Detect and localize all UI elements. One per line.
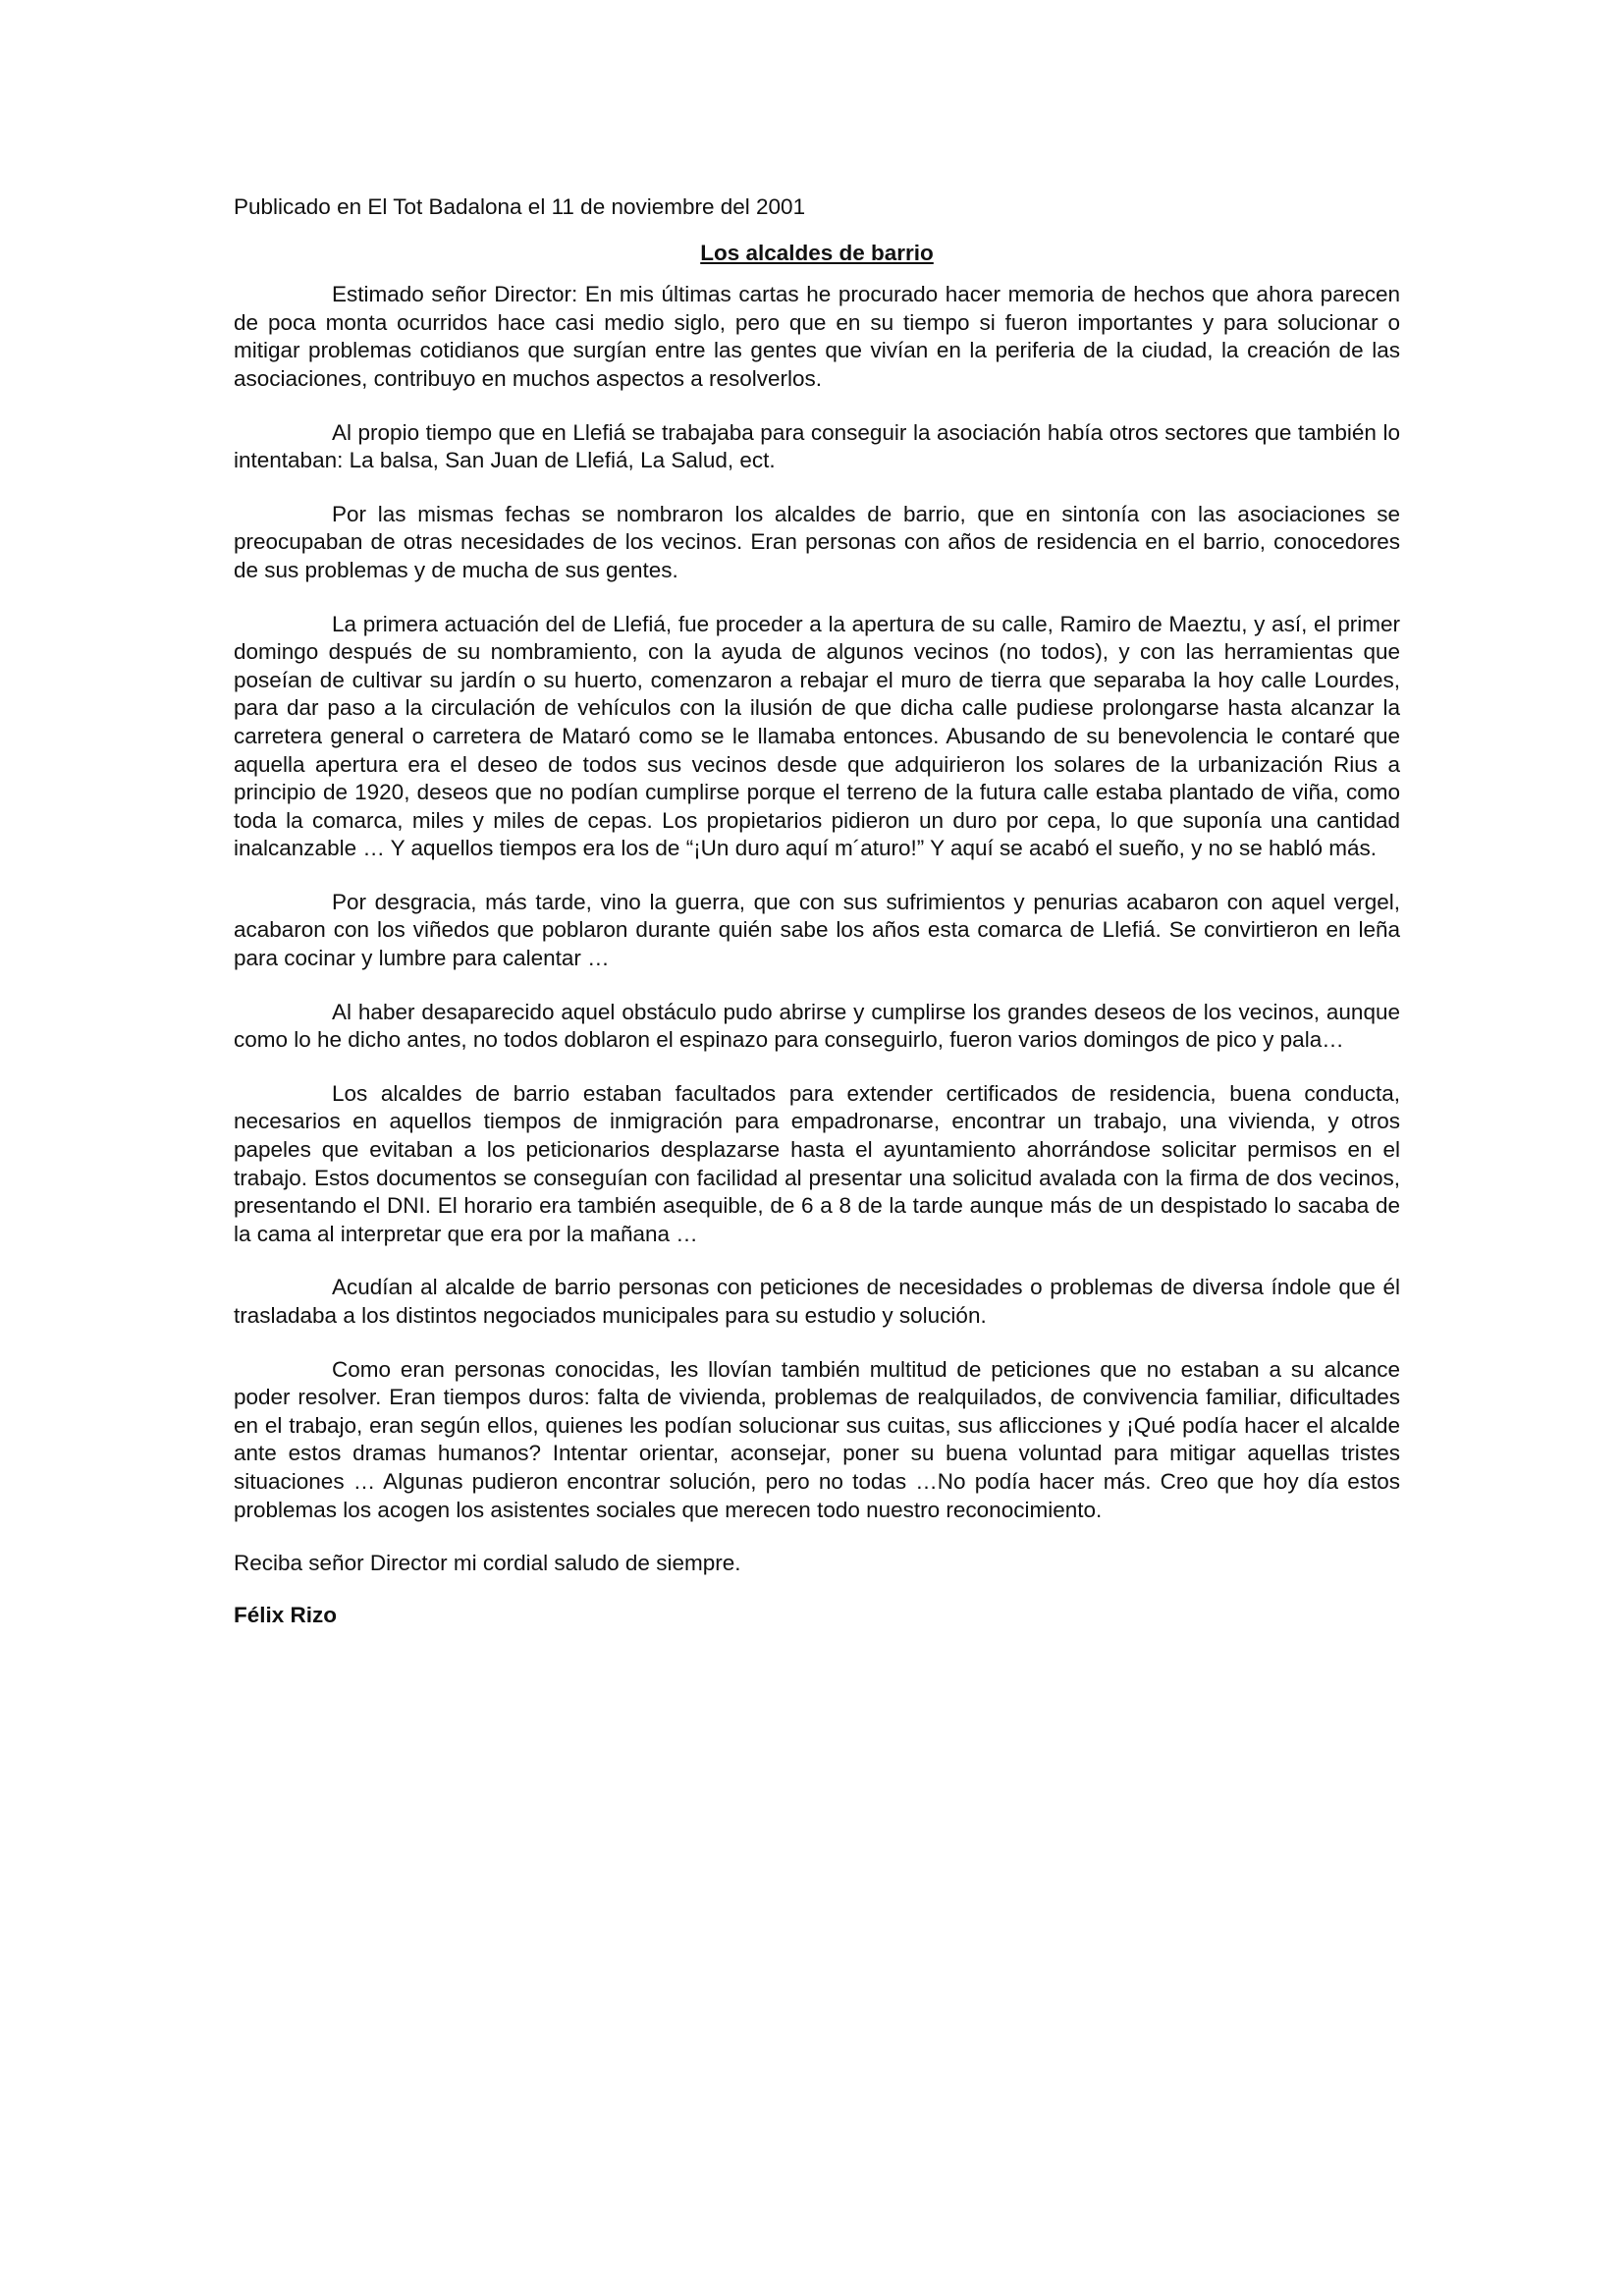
body-paragraph-5: Por desgracia, más tarde, vino la guerra, que con sus sufrimientos y penurias acabaron con aquel vergel, acabaron con los viñedos que poblaron durante quién sabe los años esta comarca de Llefiá. Se convirtieron en leña para cocinar y lumbre para calentar … [234, 889, 1400, 971]
document-page [234, 193, 1400, 1629]
body-paragraph-7: Los alcaldes de barrio estaban facultados para extender certificados de residencia, buena conducta, necesarios en aquellos tiempos de inmigración para empadronarse, encontrar un trabajo, una vivienda, y otros papeles que evitaban a los peticionarios desplazarse hasta el ayuntamiento ahorrándose solicitar permisos en el trabajo. Estos documentos se conseguían con facilidad al presentar una solicitud avalada con la firma de dos vecinos, presentando el DNI. El horario era también asequible, de 6 a 8 de la tarde aunque más de un despistado lo sacaba de la cama al interpretar que era por la mañana … [234, 1080, 1400, 1246]
body-paragraph-3: Por las mismas fechas se nombraron los alcaldes de barrio, que en sintonía con las asociaciones se preocupaban de otras necesidades de los vecinos. Eran personas con años de residencia en el barrio, conocedores de sus problemas y de mucha de sus gentes. [234, 501, 1400, 582]
body-paragraph-1: Estimado señor Director: En mis últimas cartas he procurado hacer memoria de hechos que ahora parecen de poca monta ocurridos hace casi medio siglo, pero que en su tiempo si fueron importantes y para solucionar o mitigar problemas cotidianos que surgían entre las gentes que vivían en la periferia de la ciudad, la creación de las asociaciones, contribuyo en muchos aspectos a resolverlos. [234, 282, 1400, 391]
signature: Félix Rizo [234, 1602, 338, 1627]
closing-line: Reciba señor Director mi cordial saludo de siempre. [234, 1551, 741, 1576]
body-paragraph-8: Acudían al alcalde de barrio personas con peticiones de necesidades o problemas de diversa índole que él trasladaba a los distintos negociados municipales para su estudio y solución. [234, 1275, 1400, 1328]
body-paragraph-2: Al propio tiempo que en Llefiá se trabajaba para conseguir la asociación había otros sectores que también lo intentaban: La balsa, San Juan de Llefiá, La Salud, ect. [234, 419, 1400, 473]
body-paragraph-9: Como eran personas conocidas, les llovían también multitud de peticiones que no estaban a su alcance poder resolver. Eran tiempos duros: falta de vivienda, problemas de realquilados, de convivencia familiar, dificultades en el trabajo, eran según ellos, quienes les podían solucionar sus cuitas, sus aflicciones y ¡Qué podía hacer el alcalde ante estos dramas humanos? Intentar orientar, aconsejar, poner su buena voluntad para mitigar aquellas tristes situaciones … Algunas pudieron encontrar solución, pero no todas …No podía hacer más. Creo que hoy día estos problemas los acogen los asistentes sociales que merecen todo nuestro reconocimiento. [234, 1356, 1400, 1522]
article-title: Los alcaldes de barrio [700, 240, 934, 265]
publication-line: Publicado en El Tot Badalona el 11 de noviembre del 2001 [234, 194, 806, 219]
body-paragraph-6: Al haber desaparecido aquel obstáculo pudo abrirse y cumplirse los grandes deseos de los vecinos, aunque como lo he dicho antes, no todos doblaron el espinazo para conseguirlo, fueron varios domingos de pico y pala… [234, 999, 1400, 1053]
body-paragraph-4: La primera actuación del de Llefiá, fue proceder a la apertura de su calle, Ramiro de Maeztu, y así, el primer domingo después de su nombramiento, con la ayuda de algunos vecinos (no todos), y con las herramientas que poseían de cultivar su jardín o su huerto, comenzaron a rebajar el muro de tierra que separaba la hoy calle Lourdes, para dar paso a la circulación de vehículos con la ilusión de que dicha calle pudiese prolongarse hasta alcanzar la carretera general o carretera de Mataró como se le llamaba entonces. Abusando de su benevolencia le contaré que aquella apertura era el deseo de todos sus vecinos desde que adquirieron los solares de la urbanización Rius a principio de 1920, deseos que no podían cumplirse porque el terreno de la futura calle estaba plantado de viña, como toda la comarca, miles y miles de cepas. Los propietarios pidieron un duro por cepa, lo que suponía una cantidad inalcanzable … Y aquellos tiempos era los de “¡Un duro aquí m´aturo!” Y aquí se acabó el sueño, y no se habló más. [234, 611, 1400, 861]
